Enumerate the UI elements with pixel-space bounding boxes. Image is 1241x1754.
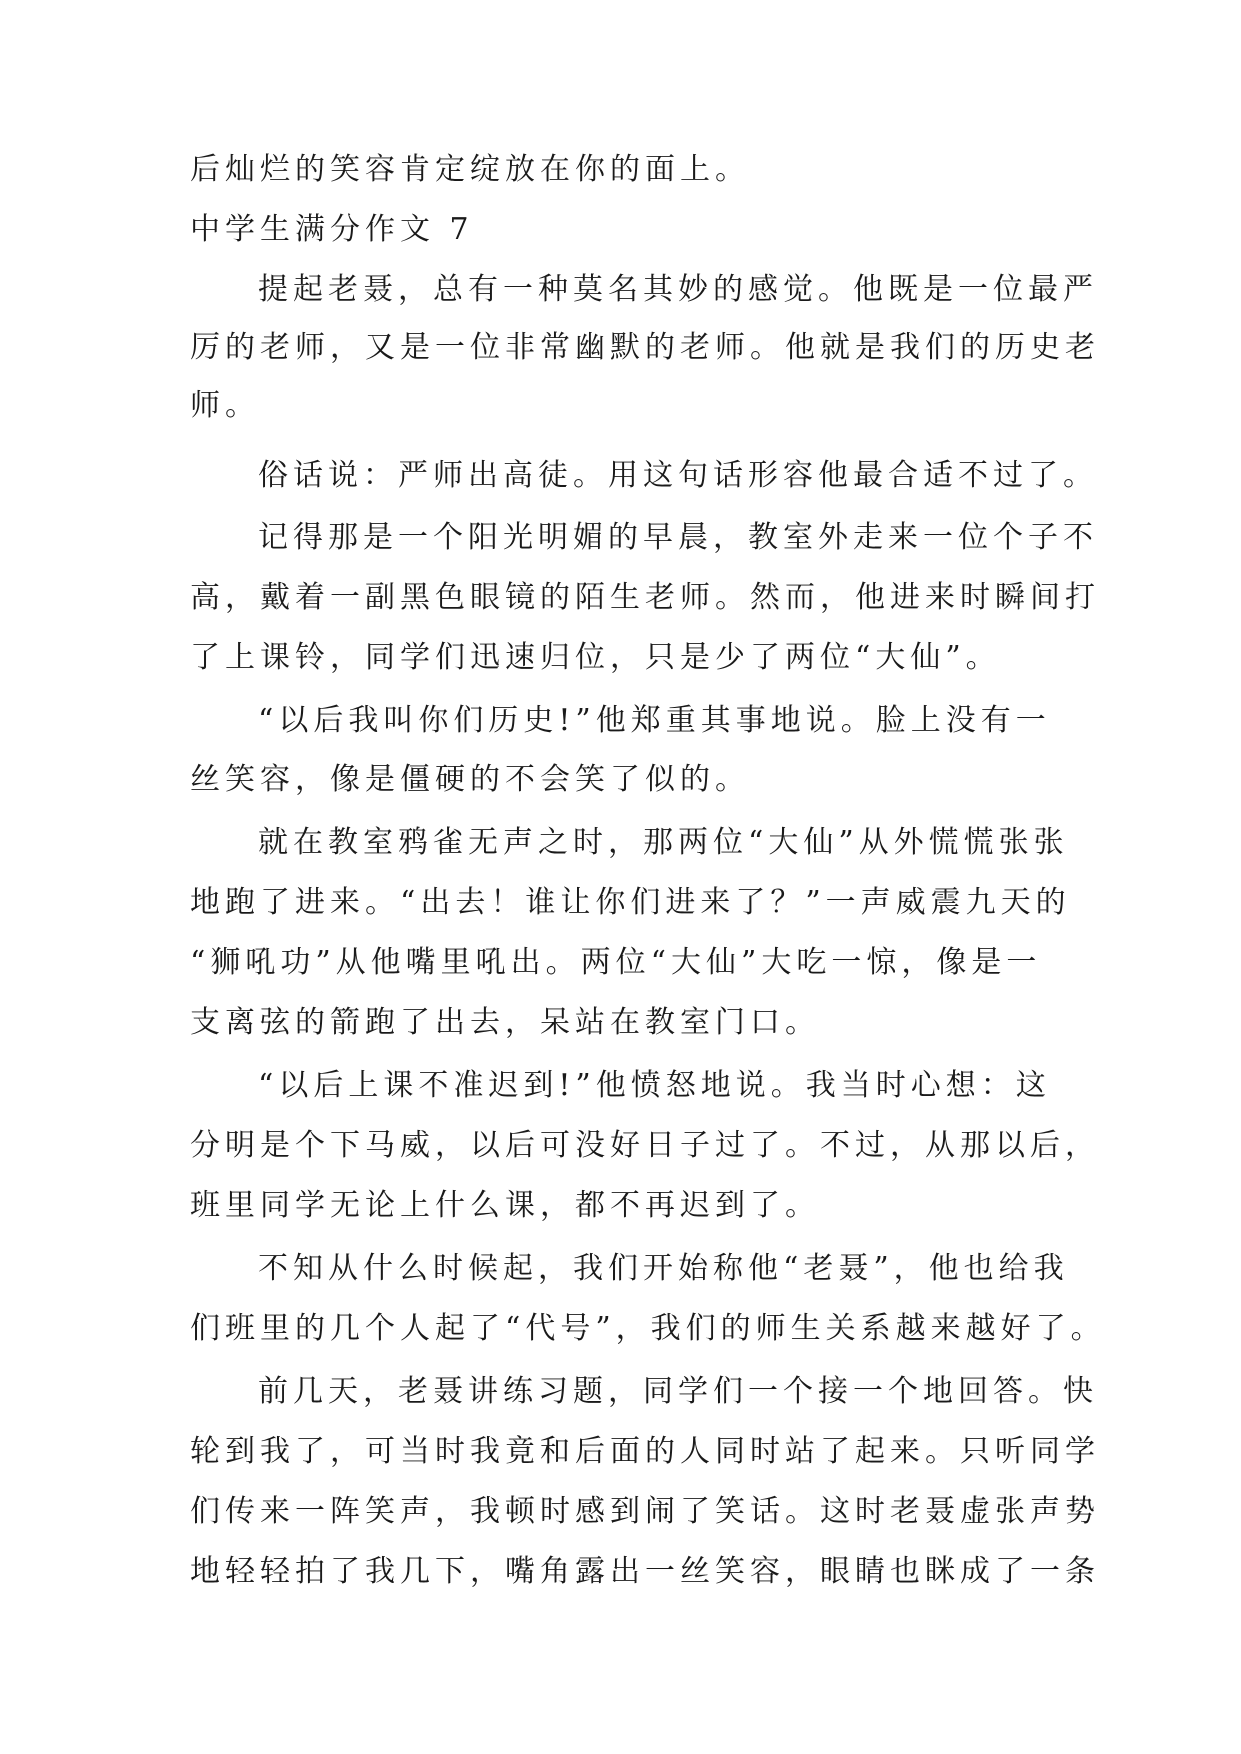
text-line: “以后上课不准迟到!”他愤怒地说。我当时心想：这 xyxy=(258,1068,1051,1103)
text-line: 们班里的几个人起了“代号”，我们的师生关系越来越好了。 xyxy=(190,1311,1106,1346)
text-line: 厉的老师，又是一位非常幽默的老师。他就是我们的历史老 xyxy=(190,330,1100,365)
text-line: 俗话说：严师出高徒。用这句话形容他最合适不过了。 xyxy=(258,458,1098,493)
text-line: 前几天，老聂讲练习题，同学们一个接一个地回答。快 xyxy=(258,1374,1098,1409)
text-line: 支离弦的箭跑了出去，呆站在教室门口。 xyxy=(190,1005,820,1040)
text-line: 班里同学无论上什么课，都不再迟到了。 xyxy=(190,1188,820,1223)
text-line: 轮到我了，可当时我竟和后面的人同时站了起来。只听同学 xyxy=(190,1434,1100,1469)
text-line: “以后我叫你们历史!”他郑重其事地说。脸上没有一 xyxy=(258,703,1051,738)
text-line: 们传来一阵笑声，我顿时感到闹了笑话。这时老聂虚张声势 xyxy=(190,1494,1100,1529)
text-line: 后灿烂的笑容肯定绽放在你的面上。 xyxy=(190,152,750,187)
text-line: 不知从什么时候起，我们开始称他“老聂”，他也给我 xyxy=(258,1251,1069,1286)
text-line: 提起老聂，总有一种莫名其妙的感觉。他既是一位最严 xyxy=(258,272,1098,307)
text-line: 记得那是一个阳光明媚的早晨，教室外走来一位个子不 xyxy=(258,520,1098,555)
text-line: “狮吼功”从他嘴里吼出。两位“大仙”大吃一惊，像是一 xyxy=(190,945,1042,980)
text-line: 分明是个下马威，以后可没好日子过了。不过，从那以后， xyxy=(190,1128,1100,1163)
text-line: 高，戴着一副黑色眼镜的陌生老师。然而，他进来时瞬间打 xyxy=(190,580,1100,615)
text-line: 地跑了进来。“出去！谁让你们进来了？”一声威震九天的 xyxy=(190,885,1071,920)
text-line: 了上课铃，同学们迅速归位，只是少了两位“大仙”。 xyxy=(190,640,1001,675)
text-line: 就在教室鸦雀无声之时，那两位“大仙”从外慌慌张张 xyxy=(258,825,1069,860)
text-line: 地轻轻拍了我几下，嘴角露出一丝笑容，眼睛也眯成了一条 xyxy=(190,1554,1100,1589)
text-line: 师。 xyxy=(190,388,260,423)
section-title: 中学生满分作文 7 xyxy=(190,212,474,247)
text-line: 丝笑容，像是僵硬的不会笑了似的。 xyxy=(190,762,750,797)
